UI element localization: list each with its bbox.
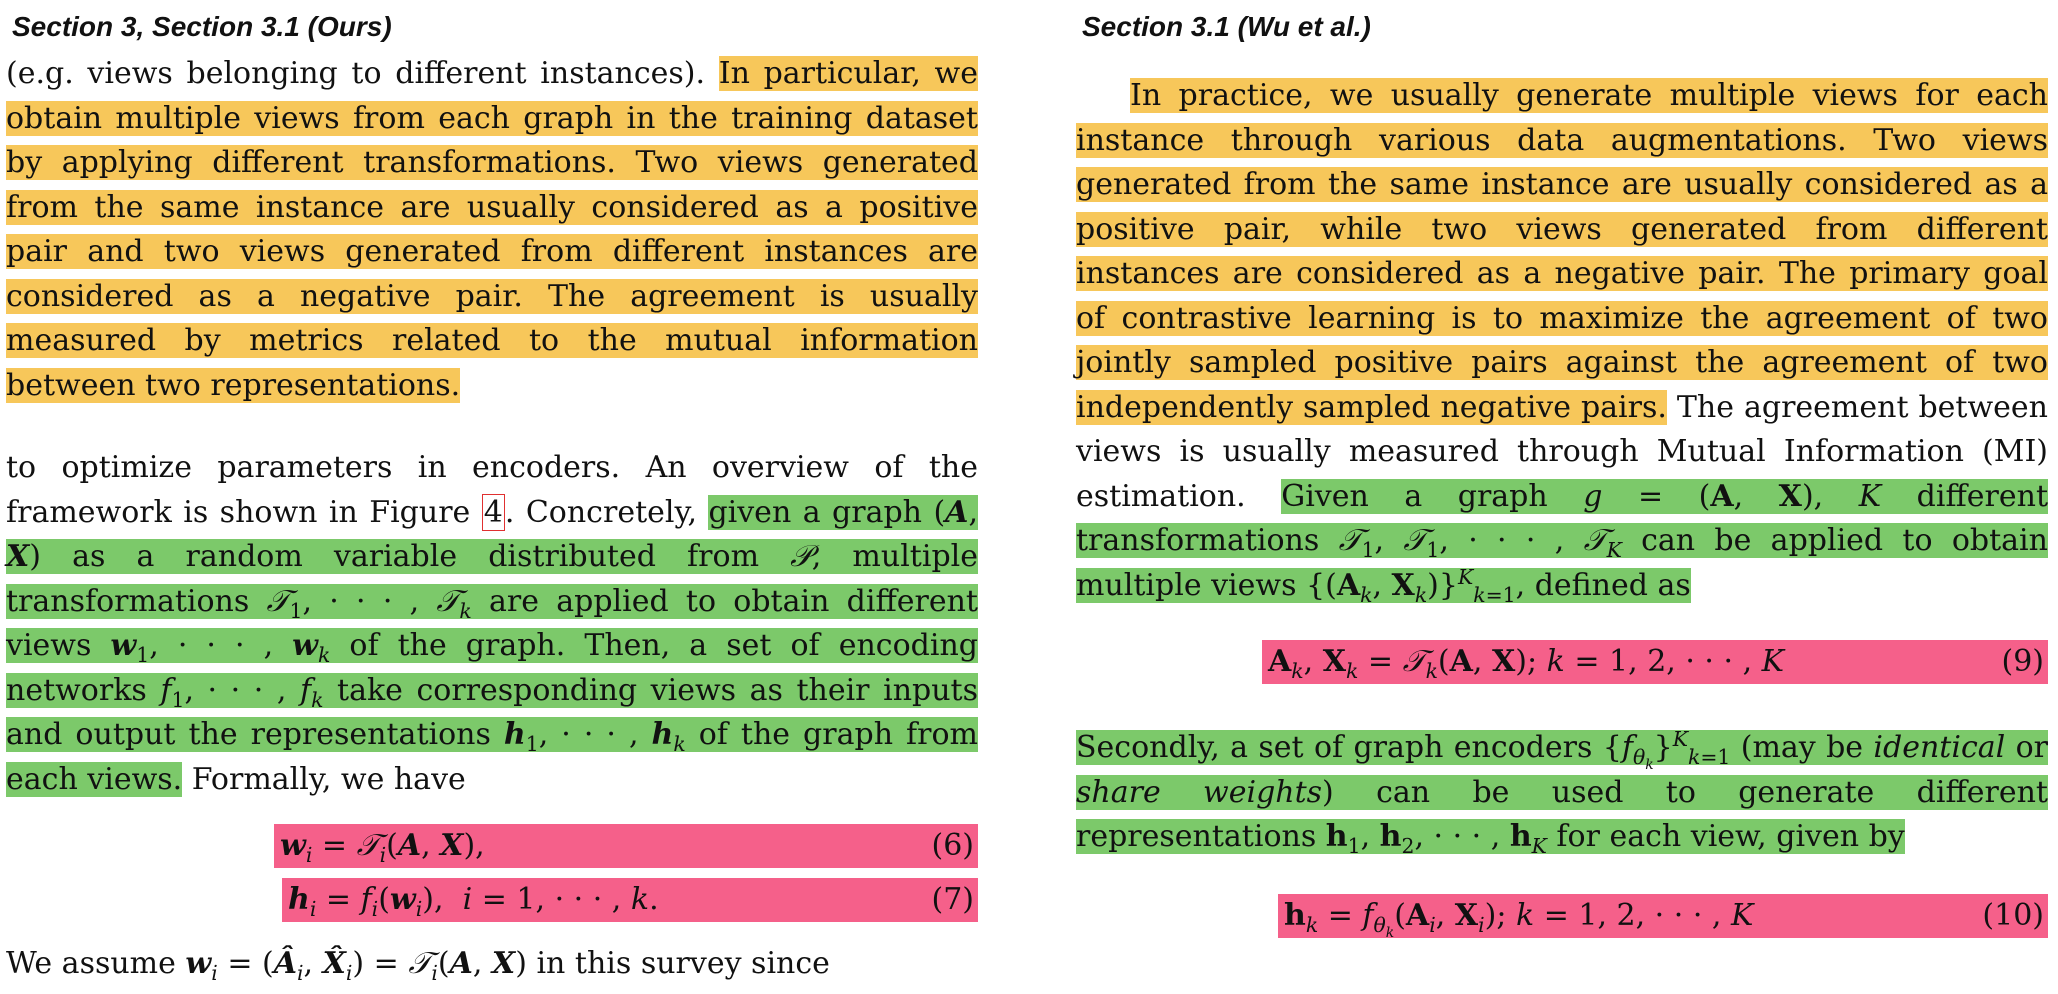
left-p2-plain-end: Formally, we have [182,761,466,797]
left-p1-plain: (e.g. views belonging to different instances). [6,56,719,91]
right-p1-hl2-a: Given a graph [1281,478,1584,514]
left-p2-plain-mid: . Concretely, [504,494,709,530]
right-p1-hl2-b: different transformations [1076,478,2048,558]
right-p1-highlight-2: Given a graph g = (A, X), K different transformations 𝒯$_1$, 𝒯$_1$, · · · , 𝒯$_K$ can be applied to obtain multiple views {($A_k$, $X_k)\}^K_{k=1}$, defined as [1076,478,2048,607]
left-p2-hl-b: as a random variable distributed from [41,539,791,574]
right-p2-hl-a: Secondly, a set of graph encoders [1076,730,1603,765]
left-p3-plain-end: in this survey since [526,946,830,981]
equation-6 [274,824,978,868]
left-p2-plain-start: to optimize parameters in encoders. An overview of the framework is shown in Figure [6,450,978,530]
left-paragraph-2 [6,446,978,802]
right-p1-plain: The agreement between views is usually measured through Mutual Information (MI) estimation. [1076,389,2048,514]
right-p2-hl-b: (may be [1730,730,1874,765]
left-p1-highlight: In particular, we obtain multiple views from each graph in the training dataset by applying different transformations. Two views generated from the same instance are usually considered as a positive pair and two views generated from different instances are considered as a negative pair. The agreement is usually measured by metrics related to the mutual information between two representations. [6,56,978,403]
left-p2-hl-c: , multiple transformations [6,539,978,619]
left-p2-hl-f: take corresponding views as their inputs and output the representations [6,672,978,752]
equation-10-body: $h_k = f_{\theta_k}(A_i$, $X_i$); k = 1, 2, · · · , K [1284,898,1754,942]
equation-9-body: $A_k$, $X_k$ = 𝒯$_k$(A, X); k = 1, 2, · · · , K [1268,644,1785,683]
right-paragraph-1 [1076,74,2048,608]
right-p1-hl2-c: can be applied to obtain multiple views [1076,523,2048,603]
equation-10-number: (10) [1982,898,2044,933]
left-p2-hl-d: are applied to obtain different views [6,583,978,663]
left-p2-hl-e: of the graph. Then, a set of encoding networks [6,628,978,708]
equation-9 [1262,640,2048,684]
left-column-header: Section 3, Section 3.1 (Ours) [12,11,392,42]
right-p2-identical: identical [1873,730,2006,765]
right-p2-highlight: Secondly, a set of graph encoders $\{f_{\theta_k}\}^K_{k=1}$ (may be identical or share weights) can be used to generate different representations $h_1$, $h_2$, · · · , $h_K$ for each view, given by [1076,727,2048,858]
equation-7-number: (7) [931,882,974,917]
right-column [1076,0,2048,942]
right-p1-highlight: In practice, we usually generate multiple views for each instance through various data augmentations. Two views generated from the same instance are usually considered as a positive pair, while two views generated from different instances are considered as a negative pair. The primary goal of contrastive learning is to maximize the agreement of two jointly sampled positive pairs against the agreement of two independently sampled negative pairs. [1076,78,2048,425]
left-paragraph-1 [6,52,978,408]
left-p3-plain-start: We assume [6,946,186,981]
equation-9-number: (9) [2001,644,2044,679]
left-p2-hl-a: given a graph [708,494,934,530]
left-column [6,0,978,985]
equation-7-body: $h_i = f_i(w_i)$, i = 1, · · · , k. [288,882,659,921]
equation-10 [1278,894,2048,942]
right-p2-hl-d: ) can be used to generate different representations [1076,774,2048,854]
right-p1-hl2-d: , defined as [1515,567,1691,603]
left-paragraph-3: We assume $w_i$ = ($Â_i$, $X̂_i$) = 𝒯$_i$(A, X) in this survey since [6,946,830,985]
equation-6-number: (6) [931,828,974,863]
right-p2-hl-e: for each view, given by [1546,819,1905,854]
left-p2-highlight: given a graph (A, X) as a random variable distributed from 𝒫, multiple transformations 𝒯$_1$, · · · , 𝒯$_k$ are applied to obtain different views $w_1$, · · · , $w_k$ of the graph. Then, a set of encoding networks $f_1$, · · · , $f_k$ take corresponding views as their inputs and output the representations $h_1$, · · · , $h_k$ of the graph from each views. [6,494,978,797]
right-p2-share-weights: share weights [1076,774,1323,810]
figure-4-link[interactable]: 4 [483,494,503,530]
equation-6-body: $w_i$ = 𝒯$_i$(A, X), [280,828,485,867]
right-column-header: Section 3.1 (Wu et al.) [1082,11,1371,42]
equation-7 [282,878,978,922]
right-paragraph-2 [1076,726,2048,860]
left-p2-hl-g: of the graph from each views. [6,717,978,797]
right-p2-hl-c: or [2005,730,2048,765]
